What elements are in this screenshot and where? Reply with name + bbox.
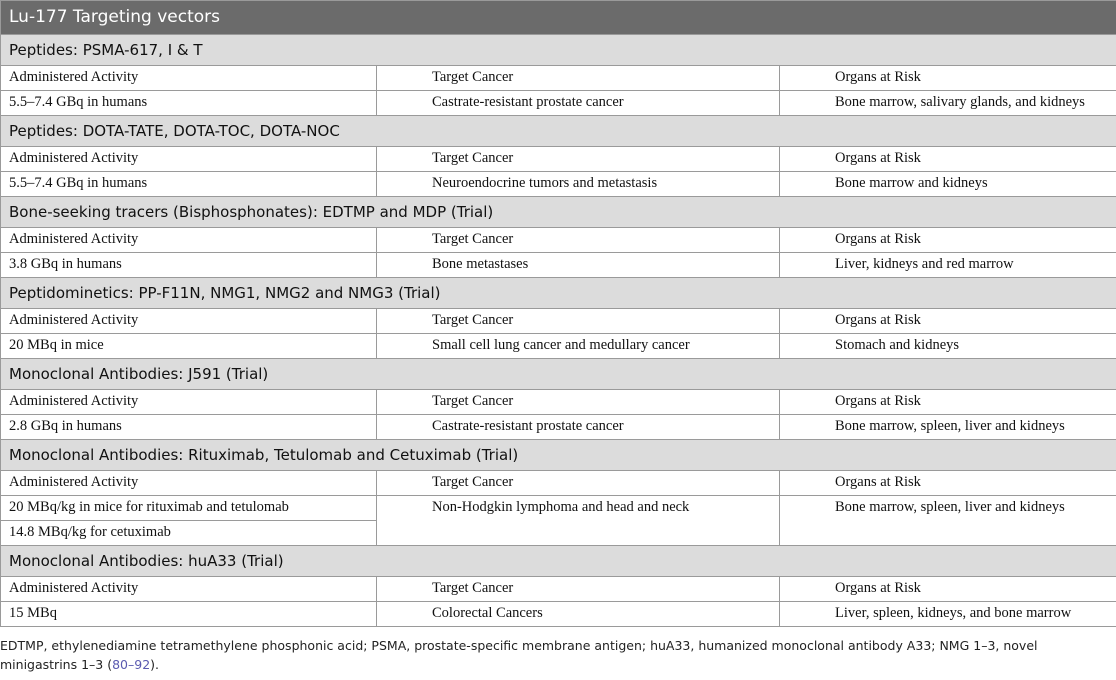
section-heading: Bone-seeking tracers (Bisphosphonates): EDTMP and MDP (Trial) (1, 197, 1116, 228)
column-header-row (1, 147, 1116, 172)
section-row (1, 35, 1116, 66)
table-row (1, 172, 1116, 197)
target-cancer-cell: Bone metastases (377, 253, 780, 278)
target-cancer-cell: Neuroendocrine tumors and metastasis (377, 172, 780, 197)
column-header-row (1, 228, 1116, 253)
footnote-reference-link[interactable]: 80–92 (112, 657, 151, 672)
header-administered-activity: Administered Activity (1, 228, 377, 253)
header-administered-activity: Administered Activity (1, 66, 377, 91)
column-header-row (1, 471, 1116, 496)
administered-activity-cell: 20 MBq in mice (1, 334, 377, 359)
header-administered-activity: Administered Activity (1, 390, 377, 415)
header-administered-activity: Administered Activity (1, 471, 377, 496)
section-heading: Monoclonal Antibodies: huA33 (Trial) (1, 546, 1116, 577)
section-row (1, 546, 1116, 577)
header-organs-at-risk: Organs at Risk (780, 228, 1116, 253)
header-target-cancer: Target Cancer (377, 471, 780, 496)
header-target-cancer: Target Cancer (377, 390, 780, 415)
table-row (1, 91, 1116, 116)
table-title: Lu-177 Targeting vectors (1, 1, 1116, 35)
footnote-end: ). (150, 657, 160, 672)
section-row (1, 278, 1116, 309)
header-target-cancer: Target Cancer (377, 66, 780, 91)
section-heading: Monoclonal Antibodies: J591 (Trial) (1, 359, 1116, 390)
header-administered-activity: Administered Activity (1, 577, 377, 602)
section-heading: Peptidominetics: PP-F11N, NMG1, NMG2 and NMG3 (Trial) (1, 278, 1116, 309)
organs-at-risk-cell: Stomach and kidneys (780, 334, 1116, 359)
table-row (1, 602, 1116, 627)
table-row (1, 253, 1116, 278)
organs-at-risk-cell: Bone marrow, salivary glands, and kidneys (780, 91, 1116, 116)
column-header-row (1, 309, 1116, 334)
administered-activity-cell: 14.8 MBq/kg for cetuximab (1, 521, 377, 546)
header-organs-at-risk: Organs at Risk (780, 147, 1116, 172)
header-target-cancer: Target Cancer (377, 577, 780, 602)
target-cancer-cell: Non-Hodgkin lymphoma and head and neck (377, 496, 780, 546)
section-row (1, 116, 1116, 147)
table-row (1, 334, 1116, 359)
target-cancer-cell: Colorectal Cancers (377, 602, 780, 627)
organs-at-risk-cell: Bone marrow, spleen, liver and kidneys (780, 415, 1116, 440)
section-row (1, 197, 1116, 228)
footnote-text: EDTMP, ethylenediamine tetramethylene phosphonic acid; PSMA, prostate-specific membrane antigen; huA33, humanized monoclonal antibody A33; NMG 1–3, novel minigastrins 1–3 ( (0, 638, 1038, 672)
section-heading: Monoclonal Antibodies: Rituximab, Tetulomab and Cetuximab (Trial) (1, 440, 1116, 471)
header-administered-activity: Administered Activity (1, 309, 377, 334)
organs-at-risk-cell: Bone marrow and kidneys (780, 172, 1116, 197)
administered-activity-cell: 5.5–7.4 GBq in humans (1, 91, 377, 116)
header-organs-at-risk: Organs at Risk (780, 471, 1116, 496)
column-header-row (1, 577, 1116, 602)
column-header-row (1, 66, 1116, 91)
table-title-row (1, 1, 1116, 35)
header-organs-at-risk: Organs at Risk (780, 577, 1116, 602)
table-row (1, 415, 1116, 440)
organs-at-risk-cell: Liver, kidneys and red marrow (780, 253, 1116, 278)
target-cancer-cell: Castrate-resistant prostate cancer (377, 91, 780, 116)
administered-activity-cell: 3.8 GBq in humans (1, 253, 377, 278)
section-row (1, 440, 1116, 471)
administered-activity-cell: 15 MBq (1, 602, 377, 627)
organs-at-risk-cell: Liver, spleen, kidneys, and bone marrow (780, 602, 1116, 627)
header-target-cancer: Target Cancer (377, 147, 780, 172)
administered-activity-cell: 20 MBq/kg in mice for rituximab and tetulomab (1, 496, 377, 521)
header-target-cancer: Target Cancer (377, 228, 780, 253)
header-target-cancer: Target Cancer (377, 309, 780, 334)
target-cancer-cell: Small cell lung cancer and medullary cancer (377, 334, 780, 359)
header-organs-at-risk: Organs at Risk (780, 309, 1116, 334)
header-administered-activity: Administered Activity (1, 147, 377, 172)
table-footnote (0, 636, 1116, 674)
administered-activity-cell: 2.8 GBq in humans (1, 415, 377, 440)
header-organs-at-risk: Organs at Risk (780, 66, 1116, 91)
administered-activity-cell: 5.5–7.4 GBq in humans (1, 172, 377, 197)
target-cancer-cell: Castrate-resistant prostate cancer (377, 415, 780, 440)
header-organs-at-risk: Organs at Risk (780, 390, 1116, 415)
section-row (1, 359, 1116, 390)
table-row (1, 496, 1116, 521)
organs-at-risk-cell: Bone marrow, spleen, liver and kidneys (780, 496, 1116, 546)
section-heading: Peptides: PSMA-617, I & T (1, 35, 1116, 66)
section-heading: Peptides: DOTA-TATE, DOTA-TOC, DOTA-NOC (1, 116, 1116, 147)
column-header-row (1, 390, 1116, 415)
